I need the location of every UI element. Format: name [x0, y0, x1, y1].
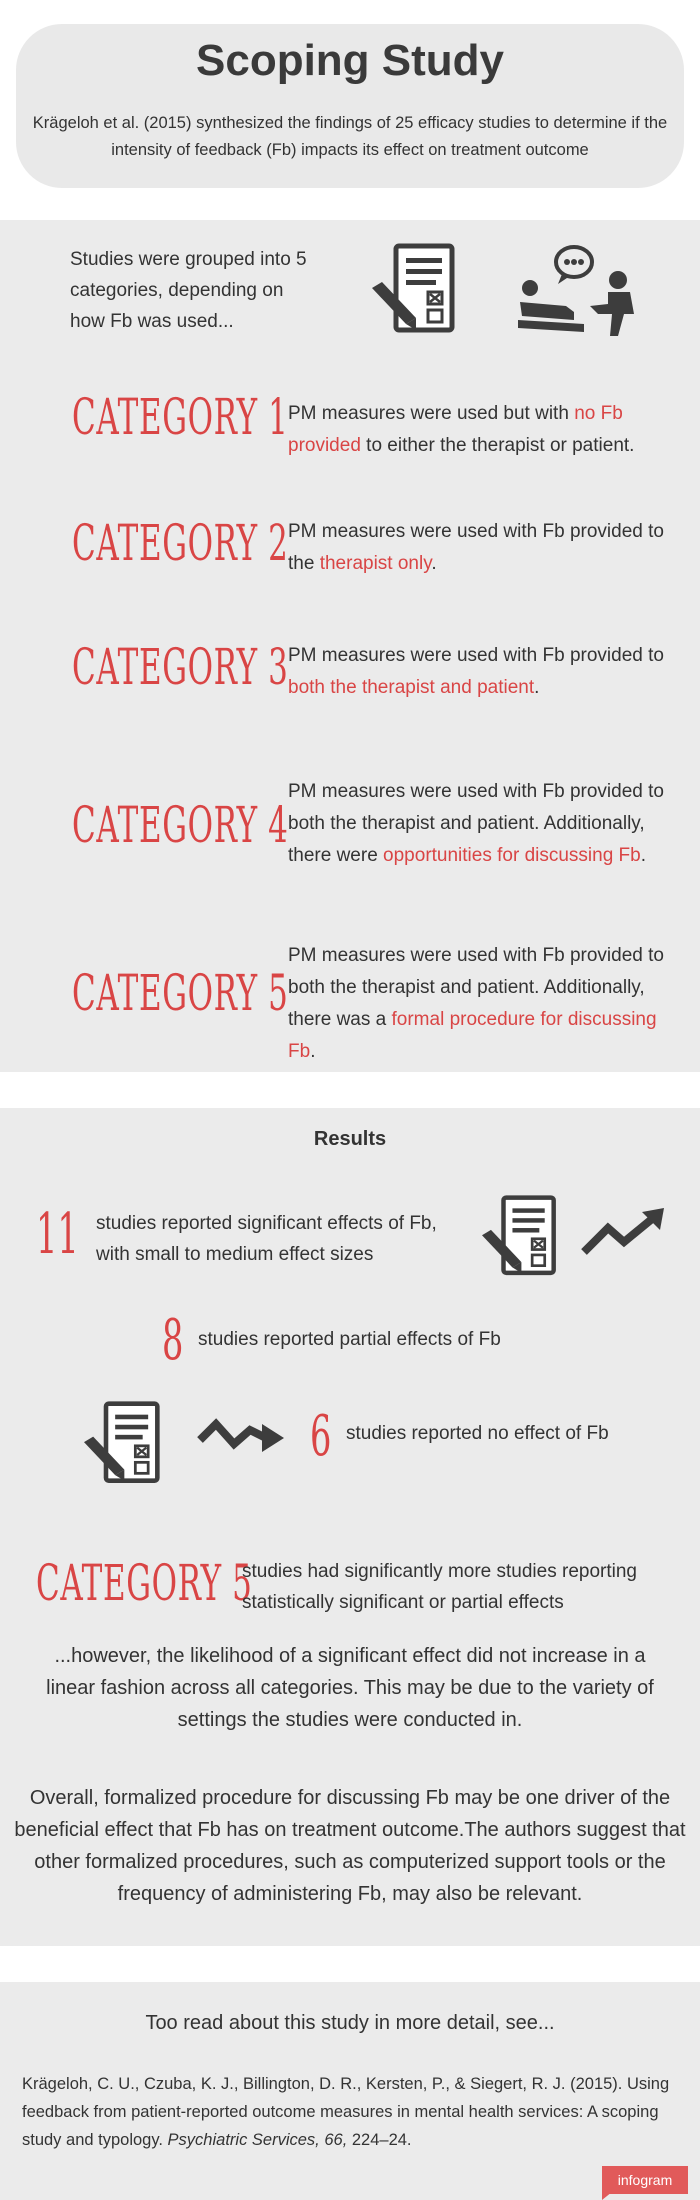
category-4-highlight: opportunities for discussing Fb: [383, 845, 641, 866]
read-more-text: Too read about this study in more detail, see...: [145, 2012, 555, 2034]
result-3-number: 6: [310, 1404, 332, 1469]
category-3-highlight: both the therapist and patient: [288, 677, 535, 698]
category-4-description: PM measures were used with Fb provided to both the therapist and patient. Additionally, there were opportunities for discussing Fb.: [288, 781, 664, 866]
citation: Krägeloh, C. U., Czuba, K. J., Billington, D. R., Kersten, P., & Siegert, R. J. (2015). Using feedback from patient-reported outcome measures in mental health services: A scoping study and typology. Psychiatric Services, 66, 224–24.: [22, 2075, 670, 2149]
category-1-description: PM measures were used but with no Fb provided to either the therapist or patient.: [288, 403, 635, 456]
result-3-text: studies reported no effect of Fb: [346, 1423, 609, 1444]
category-2-description: PM measures were used with Fb provided to the therapist only.: [288, 521, 664, 574]
category-5-label: CATEGORY 5: [72, 964, 289, 1022]
result-category-5-text: studies had significantly more studies reporting statistically significant or partial effects: [242, 1561, 637, 1613]
result-2-number: 8: [162, 1308, 184, 1373]
document-pencil-icon: [370, 242, 470, 338]
result-category-5-label: CATEGORY 5: [36, 1554, 253, 1612]
category-2-highlight: therapist only: [319, 553, 432, 574]
infogram-badge[interactable]: infogram: [602, 2166, 688, 2194]
category-3-label: CATEGORY 3: [72, 638, 289, 696]
however-paragraph: ...however, the likelihood of a significant effect did not increase in a linear fashion across all categories. This may be due to the variety of settings the studies were conducted in.: [46, 1645, 654, 1731]
intro-text: Krägeloh et al. (2015) synthesized the findings of 25 efficacy studies to determine if the intensity of feedback (Fb) impacts its effect on treatment outcome: [32, 114, 668, 159]
therapy-session-icon: [514, 240, 644, 340]
result-2-text: studies reported partial effects of Fb: [198, 1329, 501, 1350]
badge-tail-icon: [602, 2192, 612, 2200]
document-pencil-icon: [480, 1194, 570, 1280]
category-5-description: PM measures were used with Fb provided to both the therapist and patient. Additionally, there was a formal procedure for discussing Fb.: [288, 945, 664, 1062]
overall-paragraph: Overall, formalized procedure for discussing Fb may be one driver of the beneficial effect that Fb has on treatment outcome.The authors suggest that other formalized procedures, such as computerized support tools or the frequency of administering Fb, may also be relevant.: [14, 1787, 686, 1905]
citation-journal: Psychiatric Services, 66,: [167, 2131, 348, 2149]
page-title: Scoping Study: [196, 36, 504, 85]
category-1-label: CATEGORY 1: [72, 388, 289, 446]
wavy-arrow-icon: [196, 1416, 288, 1456]
category-1-highlight: no Fb provided: [288, 403, 623, 456]
categories-lead: Studies were grouped into 5 categories, depending on how Fb was used...: [70, 249, 307, 332]
category-2-label: CATEGORY 2: [72, 514, 289, 572]
category-4-label: CATEGORY 4: [72, 796, 289, 854]
trend-up-icon: [580, 1206, 670, 1262]
document-pencil-icon: [82, 1400, 174, 1488]
results-heading: Results: [313, 1128, 387, 1150]
result-1-text: studies reported significant effects of Fb, with small to medium effect sizes: [96, 1213, 437, 1265]
category-3-description: PM measures were used with Fb provided to both the therapist and patient.: [288, 645, 664, 698]
category-5-highlight: formal procedure for discussing Fb: [288, 1009, 657, 1062]
result-1-number: 11: [36, 1202, 79, 1267]
